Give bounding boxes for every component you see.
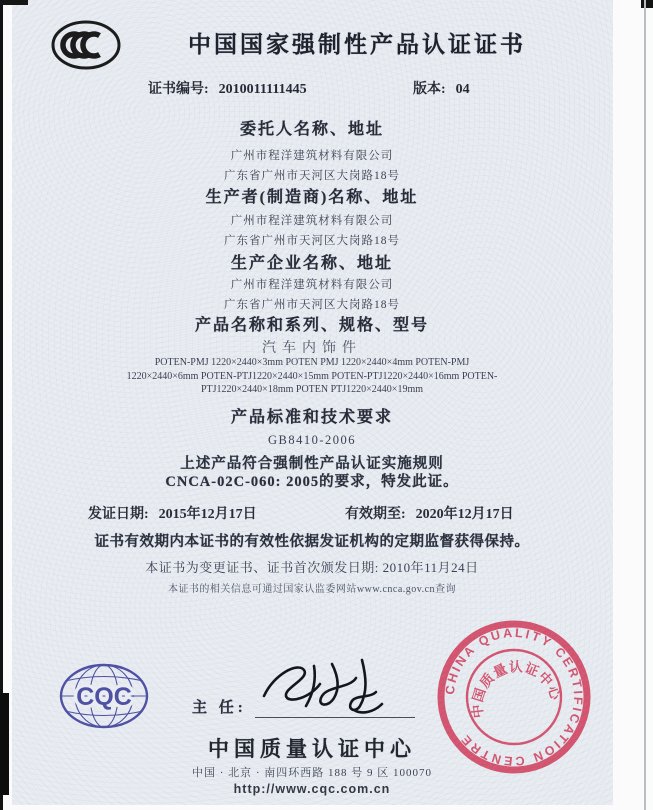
org-address: 中国 · 北京 · 南四环西路 188 号 9 区 100070 bbox=[191, 767, 433, 779]
signature-line bbox=[255, 717, 415, 718]
version-value: 04 bbox=[455, 82, 470, 97]
cqc-globe-icon bbox=[58, 662, 150, 730]
manufacturer-company: 广州市程洋建筑材料有限公司 bbox=[230, 215, 394, 227]
cert-no-value: 2010011111445 bbox=[218, 82, 307, 97]
issue-date bbox=[88, 503, 257, 523]
validity-note: 证书有效期内本证书的有效性依据发证机构的定期监督获得保持。 bbox=[94, 534, 530, 550]
statement-line1: 上述产品符合强制性产品认证实施规则 bbox=[180, 456, 444, 472]
applicant-heading: 委托人名称、地址 bbox=[239, 121, 384, 138]
manufacturer-address: 广东省广州市天河区大岗路18号 bbox=[224, 235, 400, 247]
seal-inner-text: 中国质量认证中心 bbox=[469, 659, 564, 719]
standard-heading: 产品标准和技术要求 bbox=[230, 409, 393, 426]
product-models bbox=[32, 356, 592, 397]
scan-edge-left bbox=[0, 0, 3, 810]
product-name: 汽车内饰件 bbox=[262, 341, 362, 356]
product-models-line2: 1220×2440×6mm POTEN-PTJ1220×2440×15mm POTEN-PTJ1220×2440×16mm POTEN- bbox=[126, 370, 498, 382]
expiry-date bbox=[345, 503, 514, 523]
factory-address: 广东省广州市天河区大岗路18号 bbox=[224, 299, 400, 311]
factory-heading: 生产企业名称、地址 bbox=[230, 255, 393, 272]
cert-no-label: 证书编号: bbox=[148, 82, 209, 97]
cqc-red-seal bbox=[433, 616, 595, 778]
seal-outer-text: CHINA QUALITY CERTIFICATION CENTRE bbox=[442, 625, 586, 769]
director-signature bbox=[256, 654, 411, 716]
ccc-mark-icon bbox=[49, 19, 123, 71]
org-website: http://www.cqc.com.cn bbox=[233, 782, 391, 796]
standard-value: GB8410-2006 bbox=[267, 433, 357, 447]
conformity-statement bbox=[12, 456, 612, 491]
issue-date-label: 发证日期: bbox=[88, 507, 149, 522]
applicant-company: 广州市程洋建筑材料有限公司 bbox=[230, 150, 394, 162]
issue-date-value: 2015年12月17日 bbox=[158, 507, 257, 522]
scan-mark-top-right bbox=[641, 0, 653, 8]
certificate-number bbox=[148, 78, 307, 98]
expiry-date-value: 2020年12月17日 bbox=[415, 507, 514, 522]
certificate-version bbox=[413, 78, 470, 98]
cqc-logo-text: CQC bbox=[76, 683, 132, 711]
product-models-line1: POTEN-PMJ 1220×2440×3mm POTEN PMJ 1220×2440×4mm POTEN-PMJ bbox=[154, 357, 470, 368]
product-models-line3: PTJ1220×2440×18mm POTEN PTJ1220×2440×19mm bbox=[200, 384, 424, 395]
manufacturer-heading: 生产者(制造商)名称、地址 bbox=[205, 189, 419, 206]
scan-mark-top-left bbox=[0, 0, 28, 5]
factory-company: 广州市程洋建筑材料有限公司 bbox=[230, 279, 394, 291]
version-label: 版本: bbox=[413, 82, 446, 97]
product-heading: 产品名称和系列、规格、型号 bbox=[194, 317, 429, 334]
statement-line2: CNCA-02C-060: 2005的要求，特发此证。 bbox=[165, 473, 459, 490]
scan-edge-right bbox=[644, 0, 646, 810]
director-label: 主 任: bbox=[192, 700, 247, 716]
scan-edge-bottom-left bbox=[0, 693, 9, 795]
org-name: 中国质量认证中心 bbox=[208, 737, 416, 761]
applicant-address: 广东省广州市天河区大岗路18号 bbox=[224, 170, 400, 182]
svg-text:CHINA QUALITY CERTIFICATION bbox=[443, 626, 585, 768]
expiry-date-label: 有效期至: bbox=[345, 507, 406, 522]
certificate-title: 中国国家强制性产品认证证书 bbox=[188, 32, 526, 57]
query-note: 本证书的相关信息可通过国家认监委网站www.cnca.gov.cn查询 bbox=[167, 584, 457, 595]
change-note: 本证书为变更证书、证书首次颁发日期: 2010年11月24日 bbox=[145, 560, 479, 575]
